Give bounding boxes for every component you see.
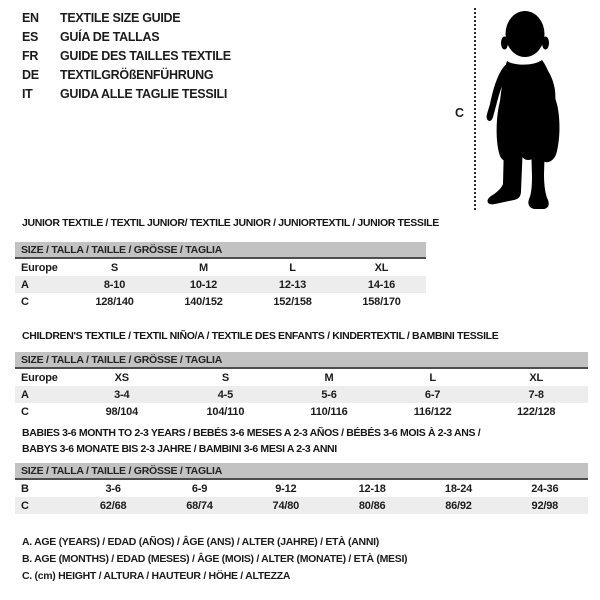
size-cell: M <box>324 371 334 384</box>
size-cell: S <box>221 371 229 384</box>
size-cell: 12-18 <box>358 482 386 495</box>
language-code: ES <box>22 29 39 44</box>
size-cell: 104/110 <box>206 405 245 418</box>
language-code: FR <box>22 48 39 63</box>
children-size-header-bar: SIZE / TALLA / TAILLE / GRÖSSE / TAGLIA <box>15 352 588 369</box>
legend-line-b: B. AGE (MONTHS) / EDAD (MESES) / ÂGE (MOIS) / ALTER (MONATE) / ETÀ (MESI) <box>22 553 408 565</box>
table-row <box>15 497 588 514</box>
size-cell: L <box>429 371 436 384</box>
size-cell: L <box>289 261 296 274</box>
size-cell: 110/116 <box>310 405 348 418</box>
babies-table-rows <box>15 480 588 514</box>
height-label-c: C <box>455 106 465 120</box>
size-cell: 7-8 <box>528 388 544 401</box>
language-row <box>22 84 231 103</box>
language-row <box>22 8 231 27</box>
size-cell: M <box>199 261 208 274</box>
table-row <box>15 276 426 293</box>
language-title: TEXTILE SIZE GUIDE <box>60 10 181 25</box>
language-title-list <box>22 8 231 103</box>
size-cell: 98/104 <box>105 405 139 418</box>
table-row <box>15 480 588 497</box>
size-cell: 18-24 <box>444 482 473 495</box>
language-code: IT <box>22 86 33 101</box>
junior-size-table <box>15 242 426 310</box>
children-section-heading: CHILDREN'S TEXTILE / TEXTIL NIÑO/A / TEXTILE DES ENFANTS / KINDERTEXTIL / BAMBINI TESSILE <box>22 330 499 342</box>
size-cell: 5-6 <box>321 388 337 401</box>
table-row <box>15 293 426 310</box>
size-cell: 3-6 <box>105 482 121 495</box>
size-cell: XL <box>529 371 543 384</box>
size-cell: 3-4 <box>114 388 130 401</box>
row-label: C <box>21 499 29 512</box>
language-title: GUÍA DE TALLAS <box>60 29 160 44</box>
size-cell: 140/152 <box>184 295 223 308</box>
table-row <box>15 403 588 420</box>
legend-line-c: C. (cm) HEIGHT / ALTURA / HAUTEUR / HÖHE / ALTEZZA <box>22 570 291 582</box>
language-title: TEXTILGRÖßENFÜHRUNG <box>60 67 214 82</box>
babies-section-heading-line2: BABYS 3-6 MONATE BIS 2-3 JAHRE / BAMBINI 3-6 MESI A 2-3 ANNI <box>22 443 337 455</box>
row-label: C <box>21 405 29 418</box>
babies-size-header-bar: SIZE / TALLA / TAILLE / GRÖSSE / TAGLIA <box>15 463 588 480</box>
junior-section-heading: JUNIOR TEXTILE / TEXTIL JUNIOR/ TEXTILE JUNIOR / JUNIORTEXTIL / JUNIOR TESSILE <box>22 217 439 229</box>
height-dotted-line <box>474 8 476 210</box>
size-cell: 4-5 <box>217 388 234 401</box>
size-cell: 80/86 <box>358 499 386 512</box>
row-label: Europe <box>21 371 58 384</box>
size-cell: 128/140 <box>95 295 134 308</box>
size-cell: 86/92 <box>445 499 472 512</box>
size-cell: XL <box>374 261 389 274</box>
row-label: A <box>21 388 29 401</box>
children-table-rows <box>15 369 588 420</box>
size-cell: 74/80 <box>272 499 300 512</box>
size-cell: S <box>110 261 119 274</box>
language-title: GUIDE DES TAILLES TEXTILE <box>60 48 231 63</box>
measurement-legend <box>22 536 407 587</box>
language-row <box>22 46 231 65</box>
language-code: EN <box>22 10 39 25</box>
row-label: B <box>21 482 29 495</box>
size-cell: 6-9 <box>191 482 208 495</box>
size-cell: XS <box>114 371 129 384</box>
size-cell: 68/74 <box>186 499 213 512</box>
language-row <box>22 65 231 84</box>
size-cell: 92/98 <box>531 499 559 512</box>
size-cell: 8-10 <box>103 278 126 291</box>
toddler-silhouette-image <box>484 8 574 213</box>
babies-section-heading-line1: BABIES 3-6 MONTH TO 2-3 YEARS / BEBÉS 3-6 MESES A 2-3 AÑOS / BÉBÉS 3-6 MOIS À 2-3 ANS / <box>22 427 481 439</box>
table-row <box>15 386 588 403</box>
row-label: A <box>21 278 29 291</box>
language-row <box>22 27 231 46</box>
size-cell: 9-12 <box>275 482 297 495</box>
row-label: Europe <box>21 261 58 274</box>
size-cell: 12-13 <box>278 278 307 291</box>
babies-size-table <box>15 463 588 514</box>
size-cell: 14-16 <box>367 278 396 291</box>
size-cell: 10-12 <box>189 278 218 291</box>
junior-size-header-bar: SIZE / TALLA / TAILLE / GRÖSSE / TAGLIA <box>15 242 426 259</box>
size-cell: 116/122 <box>413 405 452 418</box>
table-row <box>15 369 588 386</box>
table-row <box>15 259 426 276</box>
size-cell: 122/128 <box>516 405 556 418</box>
children-size-table <box>15 352 588 420</box>
size-cell: 6-7 <box>424 388 441 401</box>
junior-table-rows <box>15 259 426 310</box>
size-cell: 62/68 <box>99 499 127 512</box>
size-cell: 152/158 <box>273 295 312 308</box>
language-title: GUIDA ALLE TAGLIE TESSILI <box>60 86 228 101</box>
size-cell: 158/170 <box>362 295 401 308</box>
language-code: DE <box>22 67 39 82</box>
row-label: C <box>21 295 29 308</box>
size-cell: 24-36 <box>531 482 559 495</box>
legend-line-a: A. AGE (YEARS) / EDAD (AÑOS) / ÂGE (ANS) / ALTER (JAHRE) / ETÀ (ANNI) <box>22 536 379 548</box>
